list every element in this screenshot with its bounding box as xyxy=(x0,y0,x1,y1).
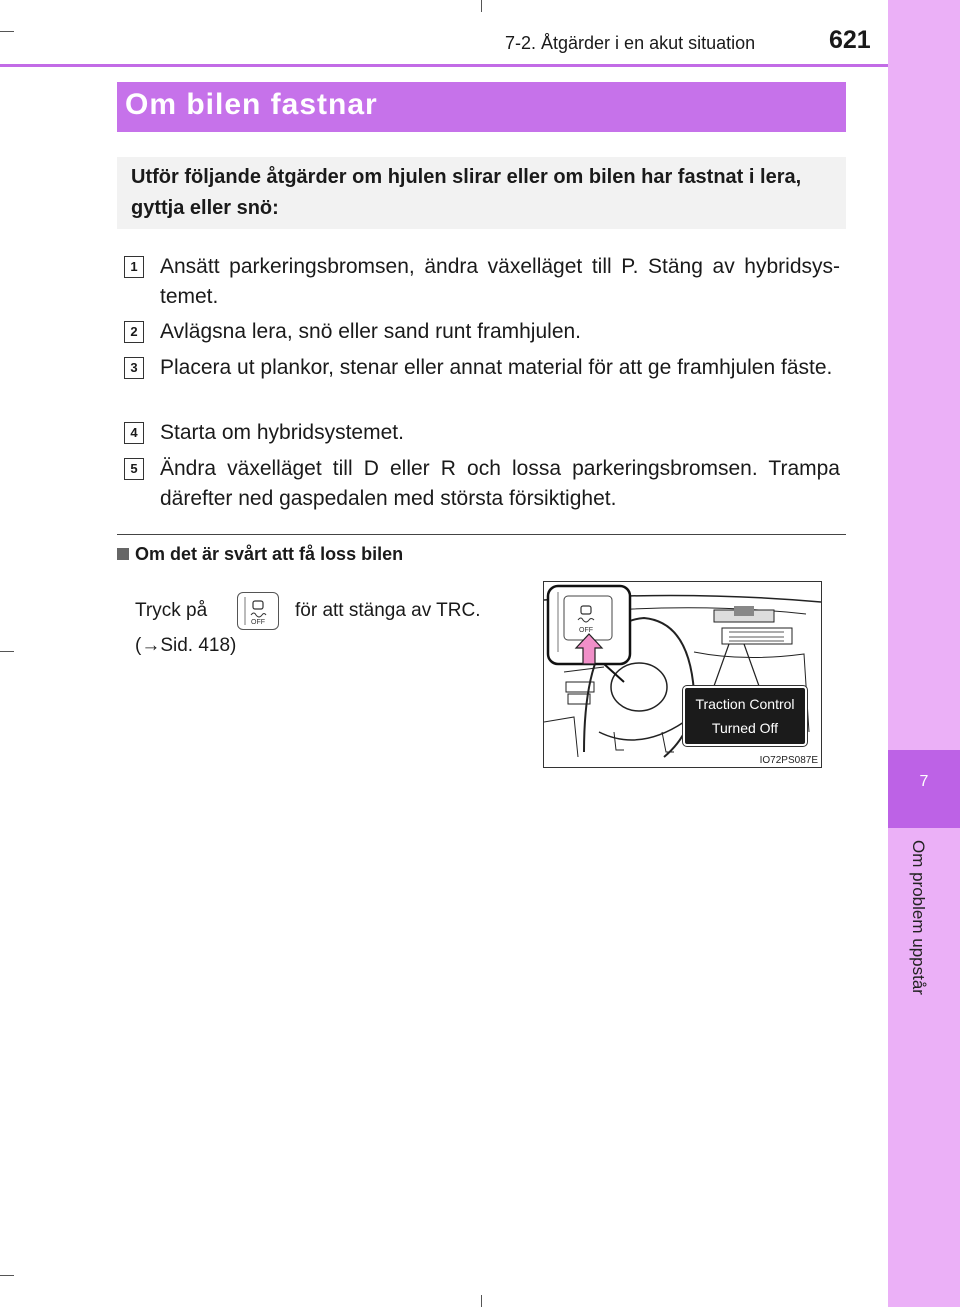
message-line-1: Traction Control xyxy=(695,696,795,712)
header-rule xyxy=(0,64,888,67)
intro-text: Utför följande åtgärder om hjulen slirar eller om bilen har fastnat i lera, gyttja eller snö: xyxy=(131,166,802,219)
crop-mark xyxy=(481,0,482,12)
step-text: Ansätt parkeringsbromsen, ändra växelläget till P. Stäng av hybridsys-temet. xyxy=(160,255,840,308)
subsection-heading-text: Om det är svårt att få loss bilen xyxy=(135,544,404,564)
step-text: Ändra växelläget till D eller R och lossa parkeringsbromsen. Trampa därefter ned gaspedalen med största försiktighet. xyxy=(160,457,840,510)
chapter-title-vertical: Om problem uppstår xyxy=(909,840,928,995)
page-number: 621 xyxy=(829,26,871,54)
subsection-heading xyxy=(117,544,403,565)
intro-box xyxy=(117,157,846,229)
step-number: 2 xyxy=(124,321,144,343)
step-number: 3 xyxy=(124,357,144,379)
section-title-bar xyxy=(117,82,846,132)
crop-mark xyxy=(0,31,14,32)
step-text: Placera ut plankor, stenar eller annat material för att ge framhjulen fäste. xyxy=(160,356,833,379)
chapter-number: 7 xyxy=(919,773,929,790)
trc-off-icon-label: OFF xyxy=(251,619,265,626)
message-line-2: Turned Off xyxy=(711,720,779,736)
traction-control-message xyxy=(683,686,807,746)
page-reference: (→Sid. 418) xyxy=(135,635,237,656)
chapter-number-box xyxy=(888,750,960,828)
trc-off-button-icon xyxy=(237,592,279,630)
section-title: Om bilen fastnar xyxy=(125,88,378,121)
crop-mark xyxy=(0,1275,14,1276)
step-text: Avlägsna lera, snö eller sand runt framhjulen. xyxy=(160,320,582,343)
step-number: 4 xyxy=(124,422,144,444)
chapter-heading: 7-2. Åtgärder i en akut situation xyxy=(505,33,756,53)
square-bullet-icon xyxy=(117,548,129,560)
dashboard-illustration xyxy=(543,581,822,768)
trc-off-car-icon xyxy=(238,593,278,629)
crop-mark xyxy=(0,651,14,652)
illustration-button-label: OFF xyxy=(579,627,593,634)
section-divider xyxy=(117,534,846,535)
instruction-text-after: för att stänga av TRC. xyxy=(295,600,481,621)
step-number: 1 xyxy=(124,256,144,278)
chapter-side-tab xyxy=(888,0,960,1307)
step-text: Starta om hybridsystemet. xyxy=(160,421,404,444)
step-number: 5 xyxy=(124,458,144,480)
instruction-text-before: Tryck på xyxy=(135,600,208,621)
figure-code: IO72PS087E xyxy=(759,755,818,766)
crop-mark xyxy=(481,1295,482,1307)
